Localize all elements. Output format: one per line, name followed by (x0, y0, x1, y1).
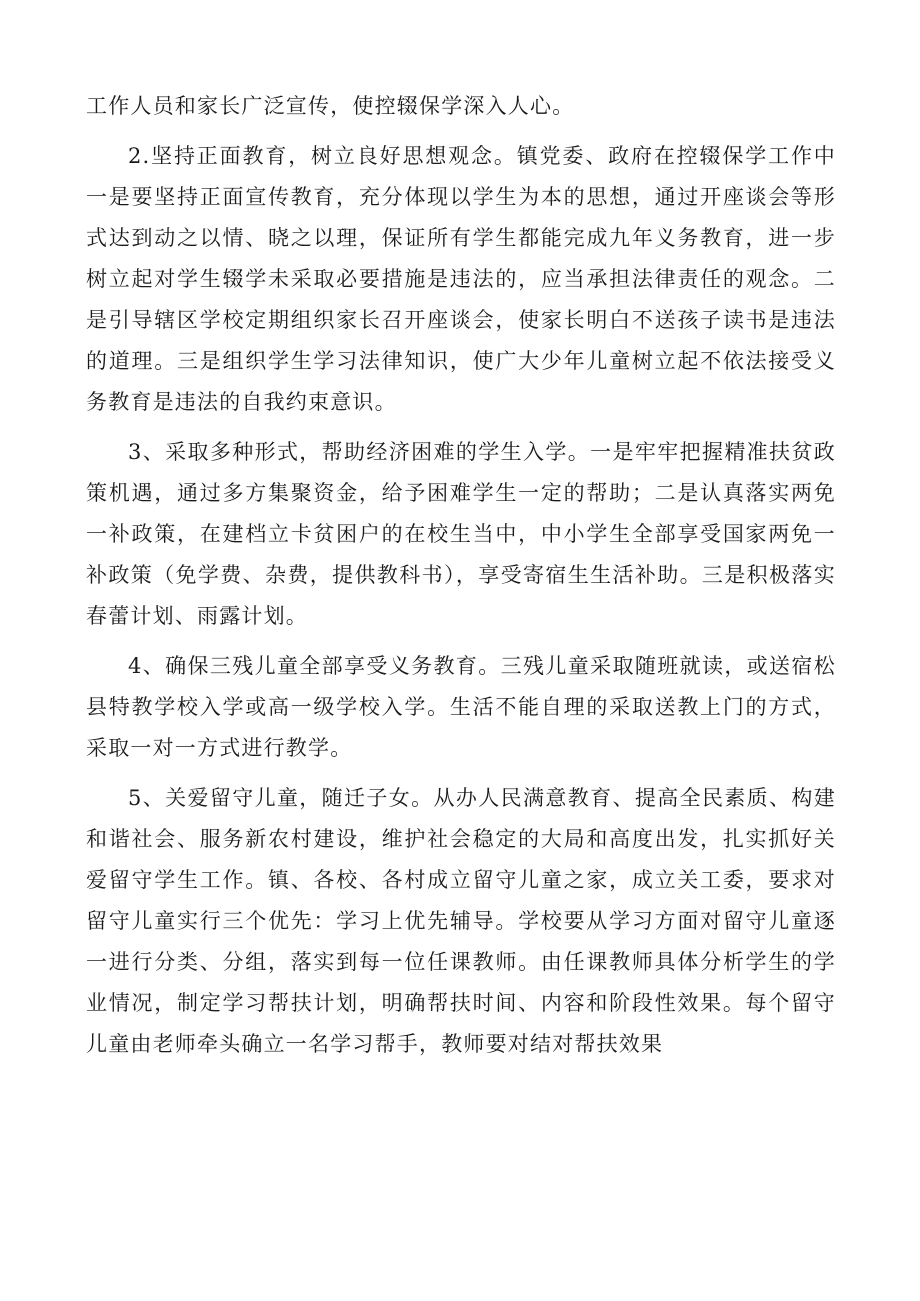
paragraph-4-disabled-children: 4、确保三残儿童全部享受义务教育。三残儿童采取随班就读，或送宿松县特教学校入学或高一级学校入学。生活不能自理的采取送教上门的方式，采取一对一方式进行教学。 (86, 654, 836, 760)
paragraph-5-left-behind-children: 5、关爱留守儿童，随迁子女。从办人民满意教育、提高全民素质、构建和谐社会、服务新农村建设，维护社会稳定的大局和高度出发，扎实抓好关爱留守学生工作。镇、各校、各村成立留守儿童之家，成立关工委，要求对留守儿童实行三个优先：学习上优先辅导。学校要从学习方面对留守儿童逐一进行分类、分组，落实到每一位任课教师。由任课教师具体分析学生的学业情况，制定学习帮扶计划，明确帮扶时间、内容和阶段性效果。每个留守儿童由老师牵头确立一名学习帮手，教师要对结对帮扶效果 (86, 786, 836, 1056)
document-page (86, 86, 836, 1074)
paragraph-3-financial-aid: 3、采取多种形式，帮助经济困难的学生入学。一是牢牢把握精准扶贫政策机遇，通过多方集聚资金，给予困难学生一定的帮助；二是认真落实两免一补政策，在建档立卡贫困户的在校生当中，中小学生全部享受国家两免一补政策（免学费、杂费，提供教科书），享受寄宿生生活补助。三是积极落实春蕾计划、雨露计划。 (86, 440, 836, 628)
paragraph-continuation: 工作人员和家长广泛宣传，使控辍保学深入人心。 (86, 94, 575, 118)
paragraph-2-positive-education: 2.坚持正面教育，树立良好思想观念。镇党委、政府在控辍保学工作中一是要坚持正面宣传教育，充分体现以学生为本的思想，通过开座谈会等形式达到动之以情、晓之以理，保证所有学生都能完成九年义务教育，进一步树立起对学生辍学未采取必要措施是违法的，应当承担法律责任的观念。二是引导辖区学校定期组织家长召开座谈会，使家长明白不送孩子读书是违法的道理。三是组织学生学习法律知识，使广大少年儿童树立起不依法接受义务教育是违法的自我约束意识。 (86, 144, 836, 414)
